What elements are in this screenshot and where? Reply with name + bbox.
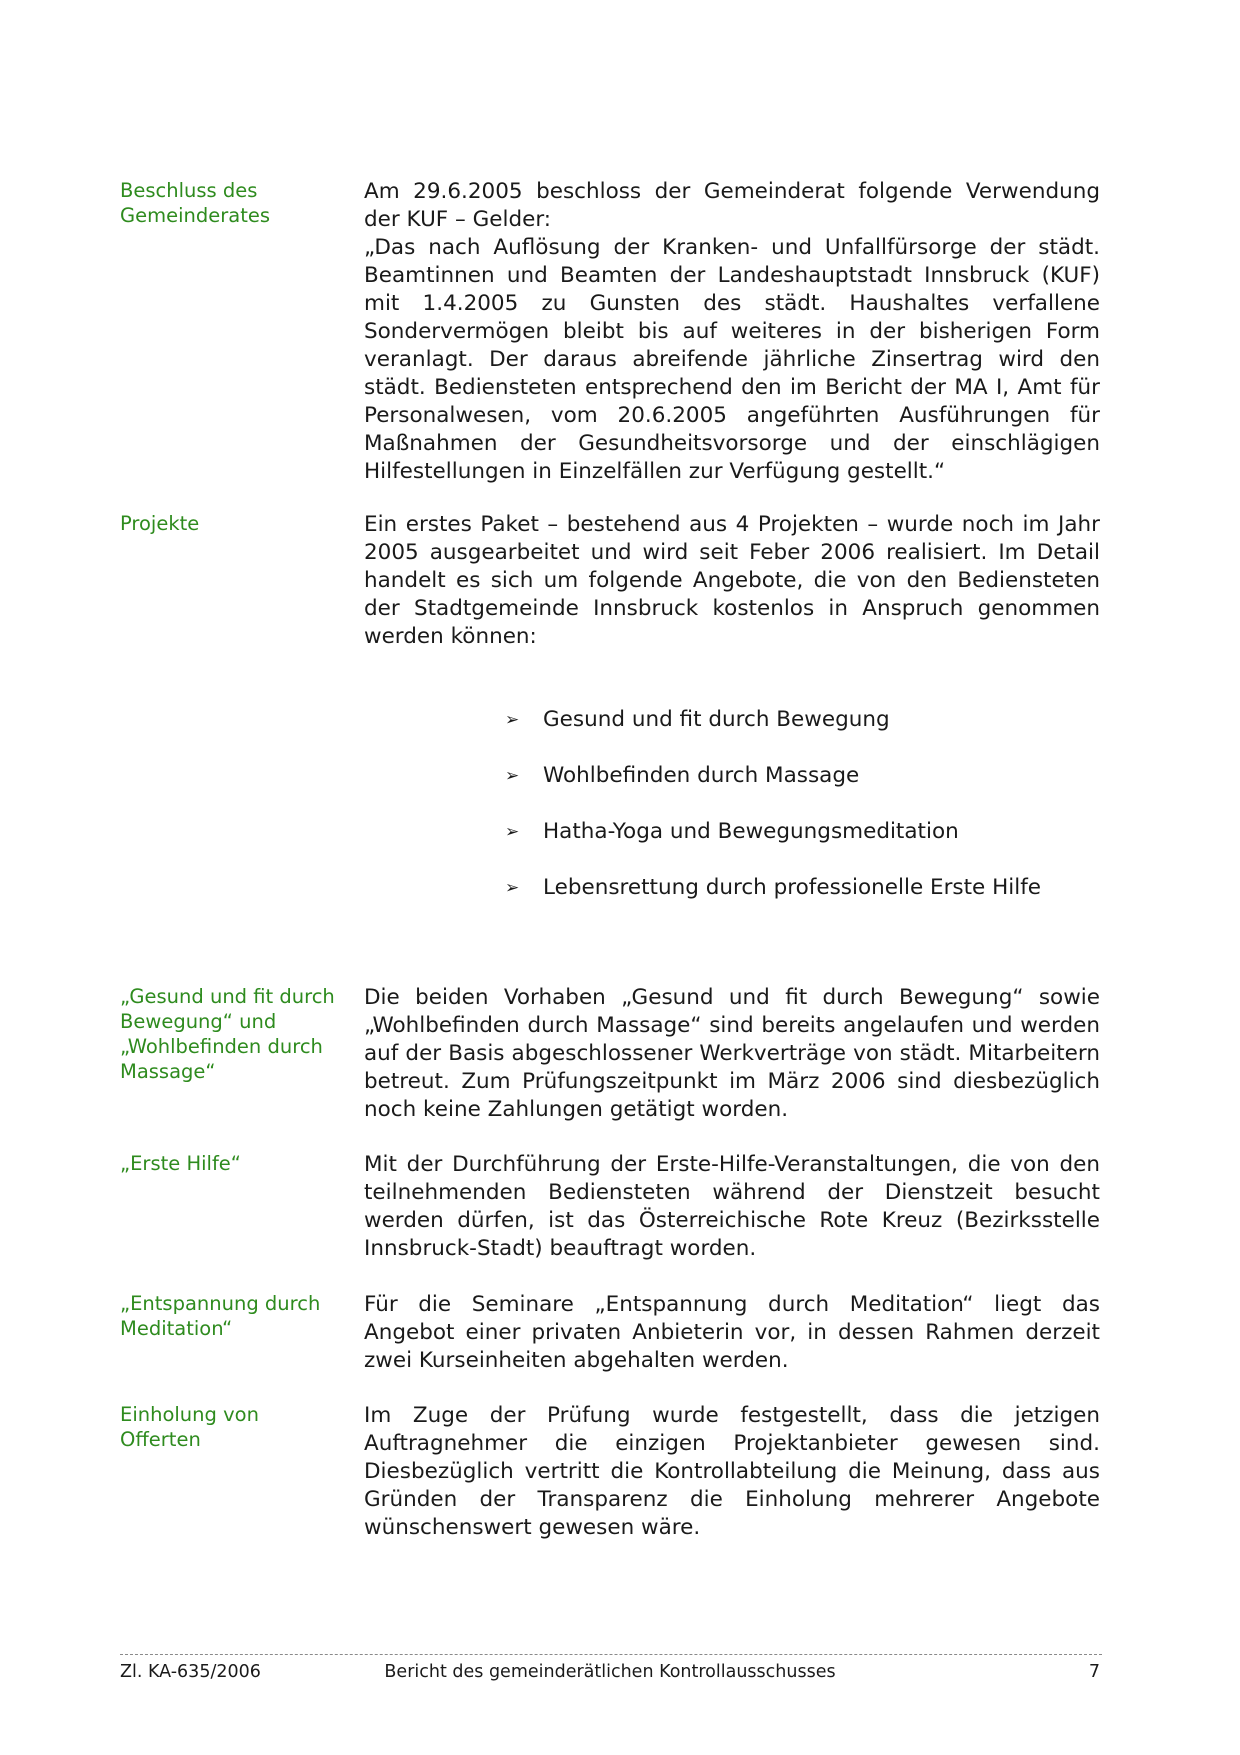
project-bullet-list [505,706,1065,930]
list-item-text: Wohlbefinden durch Massage [543,763,860,788]
paragraph: Ein erstes Paket – bestehend aus 4 Projekten – wurde noch im Jahr 2005 ausgearbeitet und wird seit Feber 2006 realisiert. Im Detail handelt es sich um folgende Angebote, die von den Bediensteten der Stadtgemeinde Innsbruck kostenlos in Anspruch genommen werden können: [364,512,1100,649]
list-item-text: Gesund und fit durch Bewegung [543,707,890,732]
margin-label-offerten: Einholung von Offerten [120,1403,259,1451]
page-footer [120,1660,1100,1684]
list-item [505,762,1065,818]
list-item [505,874,1065,930]
page-number: 7 [1088,1662,1100,1682]
paragraph: Die beiden Vorhaben „Gesund und fit durch Bewegung“ sowie „Wohlbefinden durch Massage“ sind bereits angelaufen und werden auf der Basis abgeschlossener Werkverträge von städt. Mitarbeitern betreut. Zum Prüfungszeitpunkt im März 2006 sind diesbezüglich noch keine Zahlungen getätigt worden. [364,985,1100,1122]
margin-label-meditation: „Entspannung durch Meditation“ [120,1292,321,1340]
section-body-gesund-wohlbefinden [364,984,1100,1124]
footer-reference: Zl. KA-635/2006 [120,1662,261,1682]
margin-label-gesund-wohlbefinden: „Gesund und fit durch Bewegung“ und „Wohlbefinden durch Massage“ [120,985,335,1083]
arrow-bullet-icon: ➢ [505,878,520,898]
section-body-erste-hilfe [364,1151,1100,1263]
paragraph: Im Zuge der Prüfung wurde festgestellt, dass die jetzigen Auftragnehmer die einzigen Projektanbieter gewesen sind. Diesbezüglich vertritt die Kontrollabteilung die Meinung, dass aus Gründen der Transparenz die Einholung mehrerer Angebote wünschenswert gewesen wäre. [364,1403,1100,1540]
paragraph: Mit der Durchführung der Erste-Hilfe-Veranstaltungen, die von den teilnehmenden Bediensteten während der Dienstzeit besucht werden dürfen, ist das Österreichische Rote Kreuz (Bezirksstelle Innsbruck-Stadt) beauftragt worden. [364,1152,1100,1261]
paragraph-quote: „Das nach Auflösung der Kranken- und Unfallfürsorge der städt. Beamtinnen und Beamten der Landeshauptstadt Innsbruck (KUF) mit 1.4.2005 zu Gunsten des städt. Haushaltes verfallene Sondervermögen bleibt bis auf weiteres in der bisherigen Form veranlagt. Der daraus abreifende jährliche Zinsertrag wird den städt. Bediensteten entsprechend den im Bericht der MA I, Amt für Personalwesen, vom 20.6.2005 angeführten Ausführungen für Maßnahmen der Gesundheitsvorsorge und der einschlägigen Hilfestellungen in Einzelfällen zur Verfügung gestellt.“ [364,235,1100,484]
list-item-text: Lebensrettung durch professionelle Erste Hilfe [543,875,1042,900]
margin-label-projekte: Projekte [120,512,200,535]
section-body-beschluss [364,178,1100,486]
margin-label-beschluss: Beschluss des Gemeinderates [120,179,271,227]
footer-title: Bericht des gemeinderätlichen Kontrollausschusses [384,1662,836,1682]
section-body-meditation [364,1291,1100,1375]
footer-divider [120,1654,1102,1655]
margin-label-erste-hilfe: „Erste Hilfe“ [120,1152,241,1175]
arrow-bullet-icon: ➢ [505,822,520,842]
paragraph: Für die Seminare „Entspannung durch Meditation“ liegt das Angebot einer privaten Anbieterin vor, in dessen Rahmen derzeit zwei Kurseinheiten abgehalten werden. [364,1292,1100,1373]
arrow-bullet-icon: ➢ [505,710,520,730]
section-body-offerten [364,1402,1100,1542]
paragraph: Am 29.6.2005 beschloss der Gemeinderat folgende Verwendung der KUF – Gelder: [364,179,1100,232]
list-item [505,706,1065,762]
section-body-projekte [364,511,1100,651]
arrow-bullet-icon: ➢ [505,766,520,786]
list-item-text: Hatha-Yoga und Bewegungsmeditation [543,819,959,844]
list-item [505,818,1065,874]
